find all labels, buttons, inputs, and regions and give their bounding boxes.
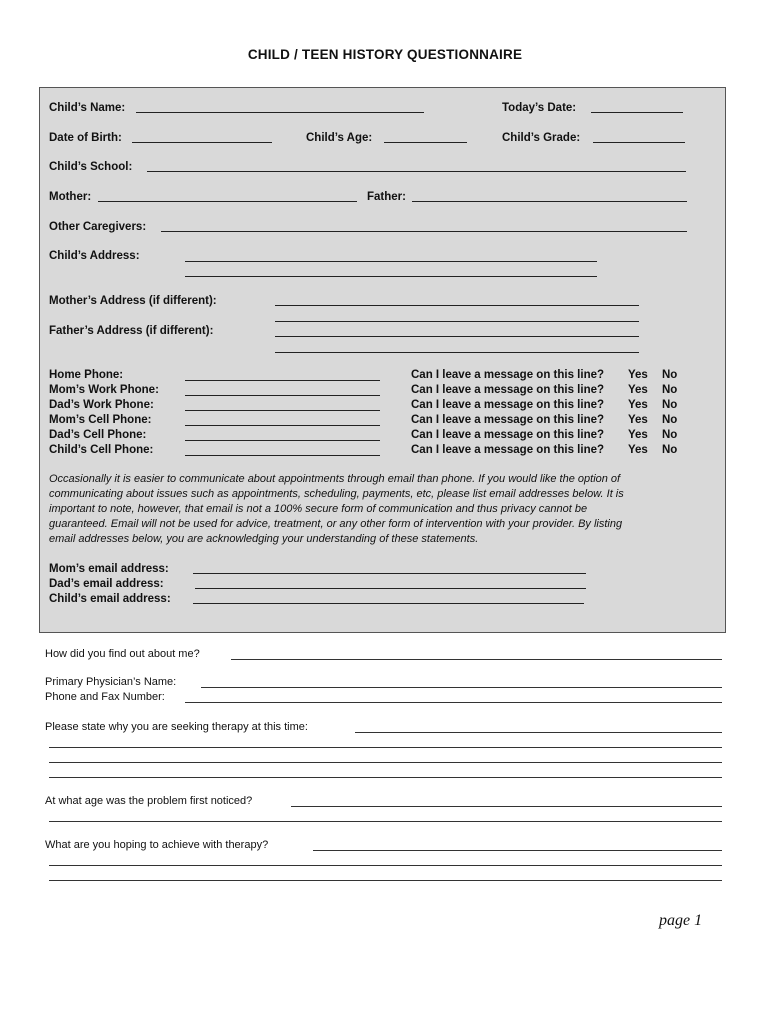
- age-noticed-field-2[interactable]: [49, 821, 722, 822]
- phone-label-home: Home Phone:: [49, 369, 124, 381]
- phone-label-moms-cell: Mom’s Cell Phone:: [49, 414, 152, 426]
- phone-field-moms-cell[interactable]: [185, 425, 380, 426]
- mothers-address-label: Mother’s Address (if different):: [49, 295, 217, 307]
- page-number: page 1: [659, 912, 703, 929]
- fathers-address-label: Father’s Address (if different):: [49, 325, 214, 337]
- fathers-address-field-2[interactable]: [275, 352, 639, 353]
- childs-address-label: Child’s Address:: [49, 250, 140, 262]
- childs-grade-field[interactable]: [593, 142, 685, 143]
- childs-email-label: Child’s email address:: [49, 593, 171, 605]
- phone-field-home[interactable]: [185, 380, 380, 381]
- age-noticed-field[interactable]: [291, 806, 722, 807]
- hoping-achieve-field-2[interactable]: [49, 865, 722, 866]
- date-of-birth-label: Date of Birth:: [49, 132, 122, 144]
- hoping-achieve-field-3[interactable]: [49, 880, 722, 881]
- phone-field-moms-work[interactable]: [185, 395, 380, 396]
- yes-option[interactable]: Yes: [628, 399, 648, 411]
- childs-name-field[interactable]: [136, 112, 424, 113]
- no-option[interactable]: No: [662, 384, 678, 396]
- date-of-birth-field[interactable]: [132, 142, 272, 143]
- email-notice-line: communicating about issues such as appointments, scheduling, payments, etc, please list email addresses below. It is: [49, 488, 624, 500]
- age-noticed-label: At what age was the problem first noticed?: [45, 795, 253, 807]
- page-title: CHILD / TEEN HISTORY QUESTIONNAIRE: [247, 47, 523, 62]
- other-caregivers-field[interactable]: [161, 231, 687, 232]
- childs-grade-label: Child’s Grade:: [502, 132, 581, 144]
- no-option[interactable]: No: [662, 414, 678, 426]
- phone-field-childs-cell[interactable]: [185, 455, 380, 456]
- email-notice-line: important to note, however, that email is not a 100% secure form of communication and thus privacy cannot be: [49, 503, 588, 515]
- dads-email-label: Dad’s email address:: [49, 578, 164, 590]
- no-option[interactable]: No: [662, 399, 678, 411]
- todays-date-label: Today’s Date:: [502, 102, 577, 114]
- childs-age-field[interactable]: [384, 142, 467, 143]
- no-option[interactable]: No: [662, 444, 678, 456]
- moms-email-field[interactable]: [193, 573, 586, 574]
- hoping-achieve-label: What are you hoping to achieve with therapy?: [45, 839, 269, 851]
- father-field[interactable]: [412, 201, 687, 202]
- physician-name-label: Primary Physician’s Name:: [45, 676, 177, 688]
- phone-field-dads-cell[interactable]: [185, 440, 380, 441]
- childs-name-label: Child’s Name:: [49, 102, 126, 114]
- email-notice-line: Occasionally it is easier to communicate about appointments through email than phone. If you would like the option of: [49, 473, 621, 485]
- childs-school-label: Child’s School:: [49, 161, 133, 173]
- phone-label-moms-work: Mom’s Work Phone:: [49, 384, 159, 396]
- seeking-therapy-label: Please state why you are seeking therapy at this time:: [45, 721, 308, 733]
- phone-label-dads-work: Dad’s Work Phone:: [49, 399, 154, 411]
- moms-email-label: Mom’s email address:: [49, 563, 169, 575]
- yes-option[interactable]: Yes: [628, 369, 648, 381]
- message-question: Can I leave a message on this line?: [411, 369, 605, 381]
- yes-option[interactable]: Yes: [628, 444, 648, 456]
- no-option[interactable]: No: [662, 369, 678, 381]
- phone-fax-field[interactable]: [185, 702, 722, 703]
- childs-address-field-2[interactable]: [185, 276, 597, 277]
- message-question: Can I leave a message on this line?: [411, 444, 605, 456]
- no-option[interactable]: No: [662, 429, 678, 441]
- phone-field-dads-work[interactable]: [185, 410, 380, 411]
- mothers-address-field-2[interactable]: [275, 321, 639, 322]
- mothers-address-field-1[interactable]: [275, 305, 639, 306]
- seeking-therapy-field-4[interactable]: [49, 777, 722, 778]
- find-out-field[interactable]: [231, 659, 722, 660]
- seeking-therapy-field-2[interactable]: [49, 747, 722, 748]
- info-box: [39, 87, 726, 633]
- message-question: Can I leave a message on this line?: [411, 414, 605, 426]
- yes-option[interactable]: Yes: [628, 384, 648, 396]
- childs-school-field[interactable]: [147, 171, 686, 172]
- childs-age-label: Child’s Age:: [306, 132, 373, 144]
- email-notice-line: email addresses below, you are acknowledging your understanding of these statements.: [49, 533, 479, 545]
- yes-option[interactable]: Yes: [628, 429, 648, 441]
- father-label: Father:: [367, 191, 406, 203]
- dads-email-field[interactable]: [195, 588, 586, 589]
- hoping-achieve-field[interactable]: [313, 850, 722, 851]
- phone-fax-label: Phone and Fax Number:: [45, 691, 165, 703]
- find-out-label: How did you find out about me?: [45, 648, 200, 660]
- message-question: Can I leave a message on this line?: [411, 429, 605, 441]
- childs-email-field[interactable]: [193, 603, 584, 604]
- childs-address-field-1[interactable]: [185, 261, 597, 262]
- fathers-address-field-1[interactable]: [275, 336, 639, 337]
- seeking-therapy-field-3[interactable]: [49, 762, 722, 763]
- mother-label: Mother:: [49, 191, 92, 203]
- other-caregivers-label: Other Caregivers:: [49, 221, 147, 233]
- message-question: Can I leave a message on this line?: [411, 384, 605, 396]
- todays-date-field[interactable]: [591, 112, 683, 113]
- email-notice-line: guaranteed. Email will not be used for advice, treatment, or any other form of intervention with your provider. By listing: [49, 518, 623, 530]
- message-question: Can I leave a message on this line?: [411, 399, 605, 411]
- phone-label-childs-cell: Child’s Cell Phone:: [49, 444, 154, 456]
- phone-label-dads-cell: Dad’s Cell Phone:: [49, 429, 147, 441]
- yes-option[interactable]: Yes: [628, 414, 648, 426]
- seeking-therapy-field[interactable]: [355, 732, 722, 733]
- physician-name-field[interactable]: [201, 687, 722, 688]
- mother-field[interactable]: [98, 201, 357, 202]
